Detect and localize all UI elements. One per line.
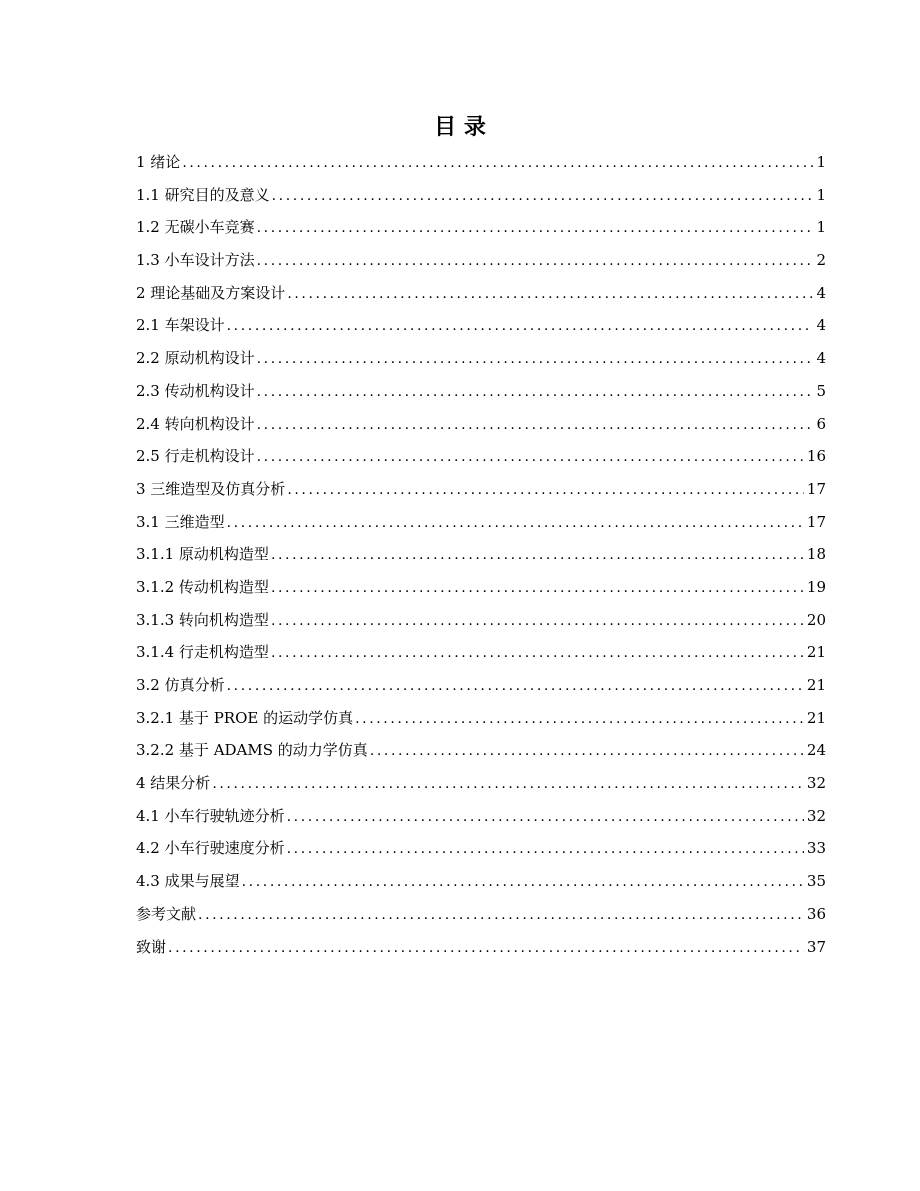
toc-leader-dots (257, 441, 804, 473)
toc-leader-dots (242, 866, 804, 898)
toc-entry-page: 6 (816, 414, 826, 433)
toc-leader-dots (257, 409, 814, 441)
toc-entry-page: 19 (806, 577, 826, 596)
toc-entry-label: 3.2.1 基于 PROE 的运动学仿真 (136, 708, 354, 727)
toc-leader-dots (272, 180, 814, 212)
toc-entry-label: 3 三维造型及仿真分析 (136, 479, 286, 498)
toc-leader-dots (271, 572, 804, 604)
toc-entry-label: 1 绪论 (136, 153, 181, 171)
toc-title: 目 录 (434, 114, 486, 140)
toc-leader-dots (287, 833, 804, 865)
toc-entry[interactable] (136, 931, 826, 964)
toc-entry[interactable] (136, 669, 826, 702)
toc-entry-label: 2.4 转向机构设计 (136, 414, 255, 433)
toc-leader-dots (198, 899, 804, 931)
toc-leader-dots (182, 147, 813, 179)
toc-entry[interactable] (136, 571, 826, 604)
toc-leader-dots (257, 343, 814, 375)
toc-entry-label: 2.2 原动机构设计 (136, 349, 255, 368)
toc-entry-label: 3.1.4 行走机构造型 (136, 643, 269, 662)
toc-entry[interactable] (136, 408, 826, 441)
toc-leader-dots (212, 768, 804, 800)
toc-leader-dots (227, 670, 804, 702)
toc-entry-page: 21 (806, 708, 826, 727)
toc-entry-label: 3.2.2 基于 ADAMS 的动力学仿真 (136, 741, 368, 760)
toc-entry-label: 2.3 传动机构设计 (136, 381, 255, 400)
toc-entry[interactable] (136, 146, 826, 179)
toc-leader-dots (355, 703, 804, 735)
toc-entry[interactable] (136, 538, 826, 571)
toc-entry[interactable] (136, 473, 826, 506)
toc-entry-page: 32 (806, 806, 826, 825)
toc-entry[interactable] (136, 604, 826, 637)
toc-entry-label: 2.5 行走机构设计 (136, 447, 255, 466)
toc-entry-label: 4.3 成果与展望 (136, 872, 240, 891)
toc-entry-label: 3.1 三维造型 (136, 512, 225, 531)
toc-leader-dots (227, 310, 814, 342)
toc-entry[interactable] (136, 375, 826, 408)
toc-entry-label: 3.1.3 转向机构造型 (136, 610, 269, 629)
toc-leader-dots (287, 801, 804, 833)
toc-leader-dots (257, 212, 814, 244)
toc-entry-label: 致谢 (136, 937, 167, 956)
toc-leader-dots (257, 245, 814, 277)
toc-entry-label: 1.2 无碳小车竞赛 (136, 218, 255, 237)
toc-entry-page: 2 (816, 251, 826, 270)
toc-leader-dots (257, 376, 814, 408)
toc-entry-page: 33 (806, 839, 826, 858)
toc-entry[interactable] (136, 767, 826, 800)
toc-entry-page: 36 (806, 904, 826, 923)
toc-leader-dots (271, 605, 804, 637)
toc-entry-label: 2.1 车架设计 (136, 316, 225, 335)
toc-leader-dots (287, 278, 813, 310)
toc-entry-page: 5 (816, 381, 826, 400)
toc-leader-dots (271, 539, 804, 571)
toc-entry-page: 32 (806, 774, 826, 793)
toc-entry[interactable] (136, 244, 826, 277)
toc-leader-dots (227, 507, 804, 539)
toc-entry-page: 21 (806, 643, 826, 662)
toc-entry-label: 3.2 仿真分析 (136, 676, 225, 694)
toc-entry-page: 18 (806, 545, 826, 564)
toc-leader-dots (168, 932, 804, 964)
toc-leader-dots (370, 735, 804, 767)
toc-entry-page: 17 (806, 512, 826, 531)
toc-entry-page: 4 (816, 316, 826, 335)
toc-entry[interactable] (136, 636, 826, 669)
toc-entry[interactable] (136, 309, 826, 342)
toc-entry-label: 参考文献 (136, 904, 197, 923)
toc-entry-page: 1 (816, 153, 826, 171)
toc-entry-page: 17 (806, 479, 826, 498)
toc-entry[interactable] (136, 342, 826, 375)
toc-entry[interactable] (136, 800, 826, 833)
toc-entry[interactable] (136, 440, 826, 473)
toc-entry[interactable] (136, 277, 826, 310)
toc-entry-page: 4 (816, 283, 826, 302)
toc-entry-label: 3.1.1 原动机构造型 (136, 545, 269, 564)
toc-entry-page: 37 (806, 937, 826, 956)
toc-entry[interactable] (136, 506, 826, 539)
toc-entry-page: 1 (816, 185, 826, 204)
toc-entry-label: 3.1.2 传动机构造型 (136, 577, 269, 596)
toc-entry-label: 4 结果分析 (136, 774, 211, 793)
toc-entry-page: 21 (806, 676, 826, 694)
toc-entry[interactable] (136, 734, 826, 767)
toc-entry-label: 4.1 小车行驶轨迹分析 (136, 806, 285, 825)
toc-entry[interactable] (136, 898, 826, 931)
toc-entry-label: 1.3 小车设计方法 (136, 251, 255, 270)
toc-leader-dots (271, 637, 804, 669)
toc-entry[interactable] (136, 865, 826, 898)
toc-entry[interactable] (136, 211, 826, 244)
toc-entry[interactable] (136, 702, 826, 735)
toc-entry-label: 1.1 研究目的及意义 (136, 185, 270, 204)
toc-entry-page: 35 (806, 872, 826, 891)
toc-entry-page: 16 (806, 447, 826, 466)
toc-entry-page: 24 (806, 741, 826, 760)
toc-entry-label: 4.2 小车行驶速度分析 (136, 839, 285, 858)
toc-entry-page: 4 (816, 349, 826, 368)
toc-list (136, 146, 826, 963)
toc-entry-page: 20 (806, 610, 826, 629)
toc-entry[interactable] (136, 179, 826, 212)
toc-entry-label: 2 理论基础及方案设计 (136, 283, 286, 302)
toc-leader-dots (287, 474, 804, 506)
toc-entry[interactable] (136, 832, 826, 865)
toc-entry-page: 1 (816, 218, 826, 237)
